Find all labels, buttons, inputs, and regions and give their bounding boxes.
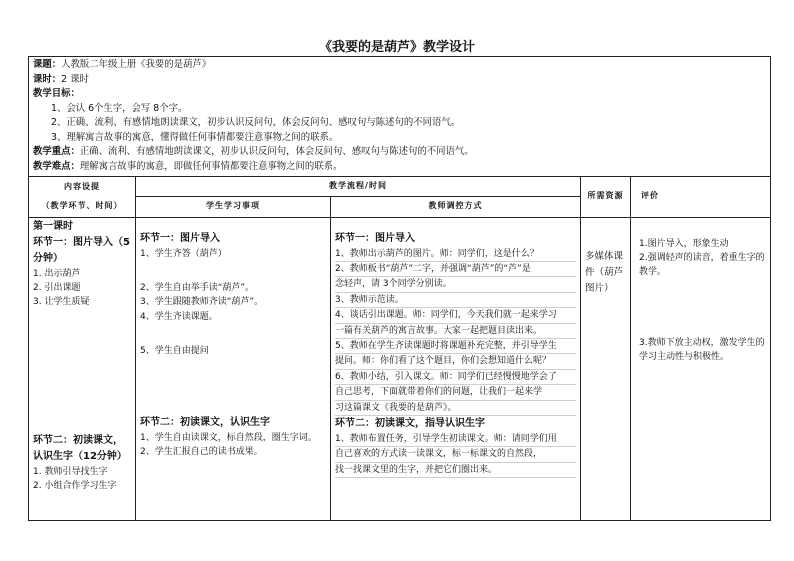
teacher-item: 1、教师出示葫芦的图片。师：同学们，这是什么？ — [335, 247, 576, 262]
course-line: 课题：人教版二年级上册《我要的是葫芦》 — [33, 59, 212, 70]
teacher-section-title: 环节二：初读课文，指导认识生字 — [335, 417, 485, 429]
link-item: 2. 小组合作学习生字 — [33, 481, 117, 492]
header-resources: 所需资源 — [581, 176, 631, 217]
difficulty-line: 教学难点：理解寓言故事的寓意，即做任何事情都要注意事物之间的联系。 — [33, 161, 343, 173]
link-item: 3. 让学生质疑 — [33, 297, 90, 308]
info-block — [29, 57, 771, 177]
student-section-title: 环节二：初读课文，认识生字 — [140, 416, 270, 428]
student-section-title: 环节一：图片导入 — [140, 232, 220, 244]
lesson-label: 第一课时 — [33, 220, 73, 232]
student-item: 1、学生自由读课文，标自然段，圈生字词。 — [140, 432, 317, 443]
hours-line: 课时：2 课时 — [33, 73, 89, 85]
teacher-item: 念轻声，请 3个同学分别读。 — [335, 277, 576, 292]
page-title: 《我要的是葫芦》教学设计 — [318, 40, 475, 55]
goals-label: 教学目标： — [33, 88, 80, 100]
header-evaluation: 评价 — [631, 176, 771, 217]
resources-cell — [581, 217, 631, 520]
goal-item: 2、正确、流利、有感情地朗读课文，初步认识反问句，体会反问句、感叹句与陈述句的不同语气。 — [51, 117, 461, 129]
teacher-item: 6、教师小结，引入课文。师：同学们已经慢慢地学会了 — [335, 370, 576, 385]
teacher-item: 找一找课文里的生字，并把它们圈出来。 — [335, 463, 576, 478]
student-item: 2、学生自由举手读“葫芦”。 — [140, 283, 255, 294]
resources-text: 多媒体课件（葫芦图片） — [585, 250, 624, 294]
teacher-item: 习这篇课文《我要的是葫芦》。 — [335, 401, 576, 416]
header-process: 教学流程/时间 — [136, 176, 581, 197]
link-title: 环节二：初读课文，认识生字（12分钟） — [33, 434, 127, 462]
key-line: 教学重点：正确、流利、有感情地朗读课文，初步认识反问句，体会反问句、感叹句与陈述句的不同语气。 — [33, 146, 474, 158]
evaluation-item: 3.教师下放主动权，激发学生的学习主动性与积极性。 — [639, 337, 765, 363]
student-item: 1、学生齐答（葫芦） — [140, 248, 227, 259]
lesson-plan-table — [28, 56, 771, 521]
evaluation-item: 1.图片导入，形象生动 — [639, 238, 729, 249]
teacher-section-title: 环节一：图片导入 — [335, 232, 415, 244]
goal-item: 1、会认 6个生字，会写 8个字。 — [51, 102, 188, 114]
link-item: 1. 教师引导找生字 — [33, 466, 108, 477]
goal-item: 3、理解寓言故事的寓意，懂得做任何事情都要注意事物之间的联系。 — [51, 131, 339, 143]
teacher-item: 4、谈话引出课题。师：同学们，今天我们就一起来学习 — [335, 308, 576, 323]
teacher-item: 自己思考，下面就带着你们的问题，让我们一起来学 — [335, 385, 576, 400]
teacher-item: 一篇有关葫芦的寓言故事。大家一起把题目读出来。 — [335, 324, 576, 339]
student-item: 3、学生跟随教师齐读“葫芦”。 — [140, 297, 264, 308]
student-item: 5、学生自由提问 — [140, 346, 209, 357]
student-item: 2、学生汇报自己的读书成果。 — [140, 446, 263, 457]
teacher-item: 提问。师：你们看了这个题目，你们会想知道什么呢？ — [335, 354, 576, 369]
header-content: 内容设提 （教学环节、时间） — [29, 176, 136, 217]
link-item: 1. 出示葫芦 — [33, 268, 81, 279]
content-cell — [29, 217, 136, 520]
header-student: 学生学习事项 — [136, 197, 331, 218]
evaluation-cell — [631, 217, 771, 520]
teacher-item: 1、教师布置任务，引导学生初读课文。师：请同学们用 — [335, 432, 576, 447]
teacher-item: 3、教师示范读。 — [335, 293, 576, 308]
evaluation-item: 2.强调轻声的读音，着重生字的教学。 — [639, 253, 765, 278]
teacher-item: 自己喜欢的方式读一读课文，标一标课文的自然段， — [335, 447, 576, 462]
teacher-item: 5、教师在学生齐读课题时将课题补充完整，并引导学生 — [335, 339, 576, 354]
teacher-cell — [331, 217, 581, 520]
link-title: 环节一：图片导入（5分钟） — [33, 236, 130, 264]
student-cell — [136, 217, 331, 520]
header-teacher: 教师调控方式 — [331, 197, 581, 218]
student-item: 4、学生齐读课题。 — [140, 311, 218, 322]
teacher-item: 2、教师板书“葫芦”二字，并强调“葫芦”的“芦”是 — [335, 262, 576, 277]
link-item: 2. 引出课题 — [33, 283, 81, 294]
